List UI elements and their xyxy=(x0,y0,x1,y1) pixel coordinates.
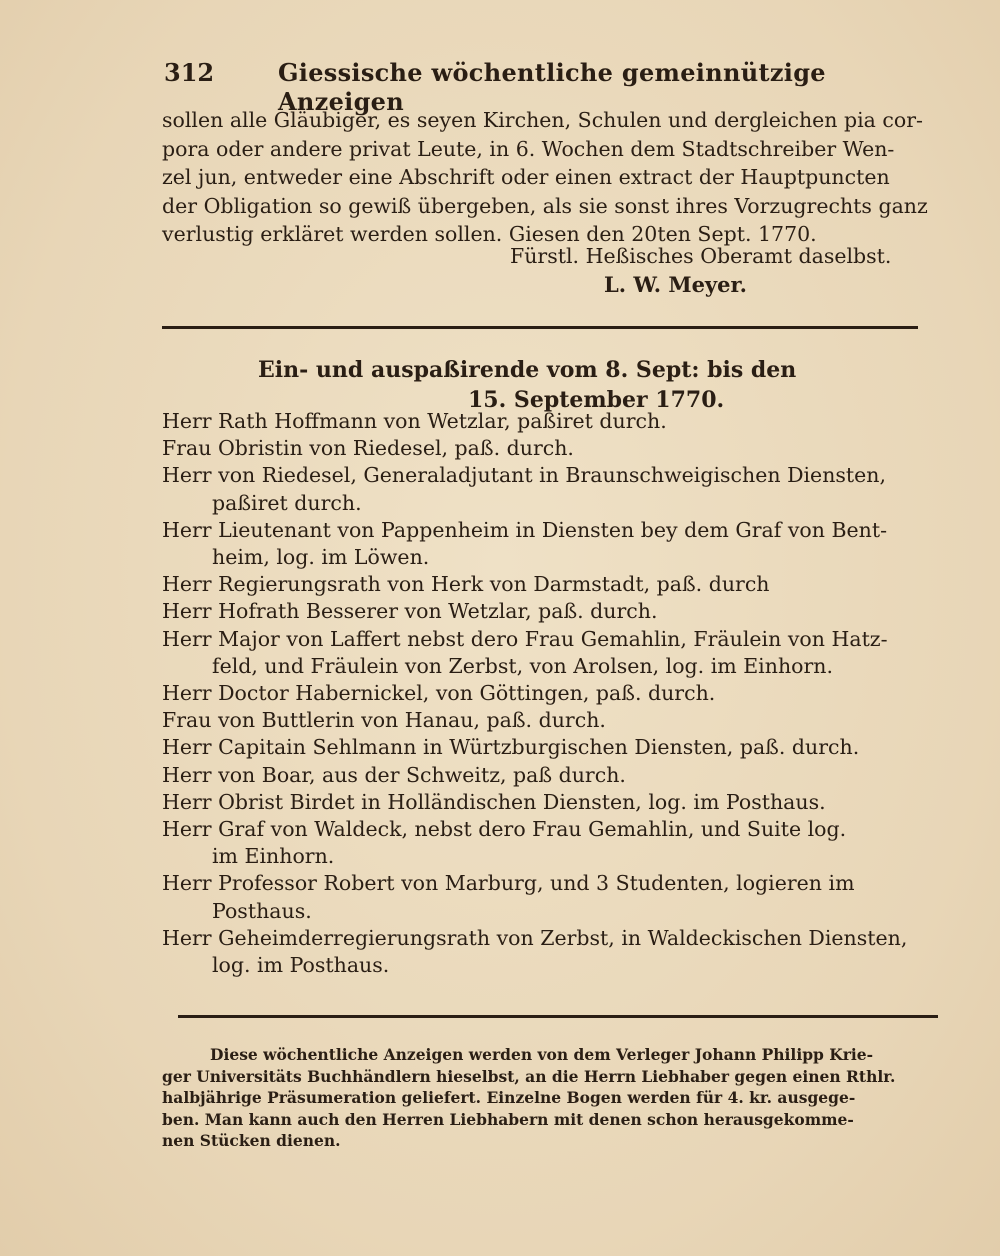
list-item-continuation: Posthaus. xyxy=(212,898,312,923)
page-number: 312 xyxy=(164,58,215,87)
list-item-continuation: heim, log. im Löwen. xyxy=(212,545,430,570)
list-item: Herr Regierungsrath von Herk von Darmstadt, paß. durch xyxy=(162,572,770,597)
page-header xyxy=(160,52,860,116)
list-item: Herr Lieutenant von Pappenheim in Diensten bey dem Graf von Bent- xyxy=(162,517,888,542)
list-item-continuation: paßiret durch. xyxy=(212,490,362,515)
list-item: Frau Obristin von Riedesel, paß. durch. xyxy=(162,436,574,461)
notice-line: zel jun, entweder eine Abschrift oder einen extract der Hauptpuncten xyxy=(162,165,890,189)
notice-line: pora oder andere privat Leute, in 6. Wochen dem Stadtschreiber Wen- xyxy=(162,136,895,161)
list-item: Herr von Boar, aus der Schweitz, paß durch. xyxy=(162,762,626,787)
section-title-line2: 15. September 1770. xyxy=(468,387,725,413)
list-item-continuation: im Einhorn. xyxy=(212,844,335,869)
footer-line: ger Universitäts Buchhändlern hieselbst, an die Herrn Liebhaber gegen einen Rthlr. xyxy=(162,1066,896,1086)
footer-line: ben. Man kann auch den Herren Liebhabern mit denen schon herausgekomme- xyxy=(162,1109,854,1129)
notice-line: der Obligation so gewiß übergeben, als sie sonst ihres Vorzugrechts ganz xyxy=(162,193,928,218)
signature-name: L. W. Meyer. xyxy=(604,272,747,297)
section-title xyxy=(258,355,858,415)
list-item: Frau von Buttlerin von Hanau, paß. durch. xyxy=(162,708,606,733)
list-item: Herr Professor Robert von Marburg, und 3 Studenten, logieren im xyxy=(162,871,855,896)
list-item: Herr Obrist Birdet in Holländischen Diensten, log. im Posthaus. xyxy=(162,789,826,814)
list-item: Herr Doctor Habernickel, von Göttingen, paß. durch. xyxy=(162,681,716,706)
list-item: Herr Hofrath Besserer von Wetzlar, paß. durch. xyxy=(162,599,658,624)
list-item: Herr Rath Hoffmann von Wetzlar, paßiret durch. xyxy=(162,409,667,433)
running-title: Giessische wöchentliche gemeinnützige Anzeigen xyxy=(278,58,826,116)
section-divider xyxy=(162,326,918,329)
footer-line: nen Stücken dienen. xyxy=(162,1131,341,1150)
list-item: Herr Major von Laffert nebst dero Frau Gemahlin, Fräulein von Hatz- xyxy=(162,626,888,651)
notice-paragraph xyxy=(162,106,942,249)
list-item-continuation: feld, und Fräulein von Zerbst, von Arolsen, log. im Einhorn. xyxy=(212,653,834,678)
notice-line: verlustig erkläret werden sollen. Giesen den 20ten Sept. 1770. xyxy=(162,222,817,246)
footer-line: halbjährige Präsumeration geliefert. Einzelne Bogen werden für 4. kr. ausgege- xyxy=(162,1088,856,1107)
traveler-list xyxy=(162,408,952,979)
footer-divider xyxy=(178,1015,938,1018)
list-item: Herr Capitain Sehlmann in Würtzburgischen Diensten, paß. durch. xyxy=(162,735,860,760)
signature-office: Fürstl. Heßisches Oberamt daselbst. xyxy=(510,244,892,268)
section-title-line1: Ein- und auspaßirende vom 8. Sept: bis den xyxy=(258,357,797,383)
notice-line: sollen alle Gläubiger, es seyen Kirchen, Schulen und dergleichen pia cor- xyxy=(162,108,923,132)
publisher-footer xyxy=(162,1044,952,1152)
list-item: Herr von Riedesel, Generaladjutant in Braunschweigischen Diensten, xyxy=(162,463,887,488)
list-item: Herr Geheimderregierungsrath von Zerbst, in Waldeckischen Diensten, xyxy=(162,925,908,950)
list-item: Herr Graf von Waldeck, nebst dero Frau Gemahlin, und Suite log. xyxy=(162,817,847,842)
footer-line: Diese wöchentliche Anzeigen werden von dem Verleger Johann Philipp Krie- xyxy=(210,1045,874,1064)
list-item-continuation: log. im Posthaus. xyxy=(212,953,390,978)
